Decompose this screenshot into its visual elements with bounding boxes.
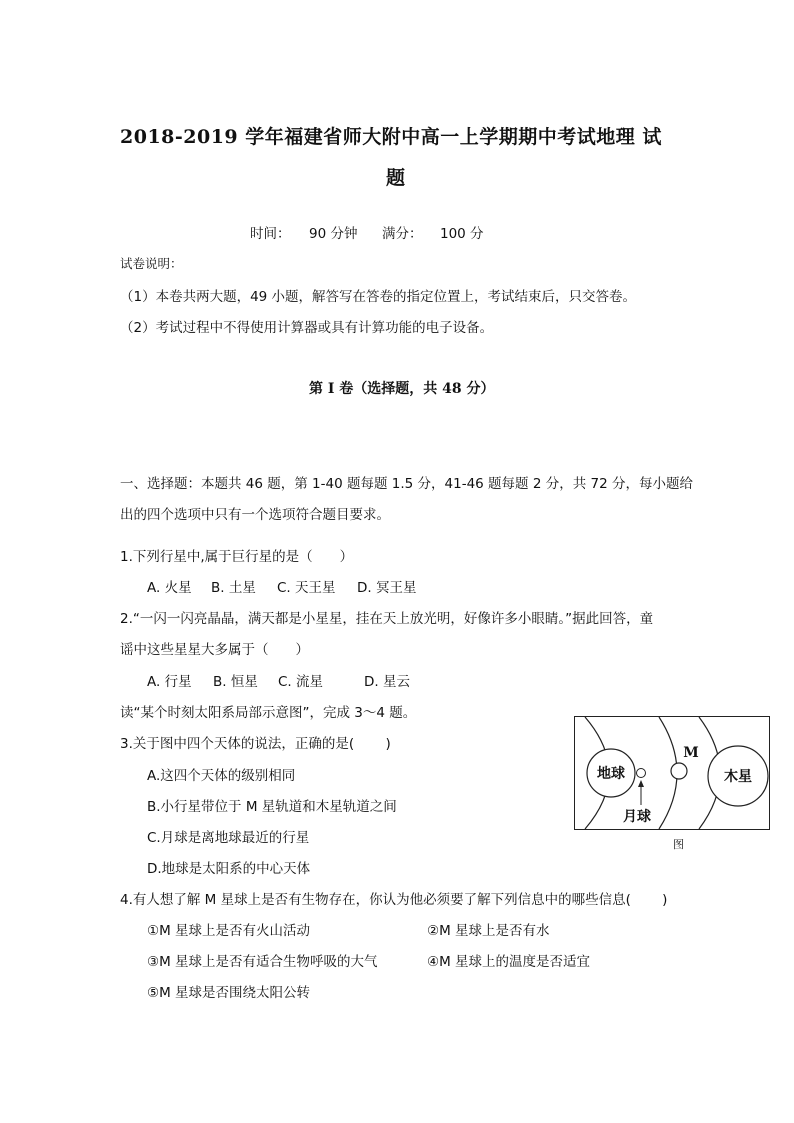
question-stem: 3.关于图中四个天体的说法，正确的是( ) xyxy=(120,736,391,752)
option-2: ②M 星球上是否有水 xyxy=(427,923,550,939)
moon-arrowhead xyxy=(638,780,644,787)
question-stem-continued: 谣中这些星星大多属于（ ） xyxy=(120,642,309,658)
solar-system-figure xyxy=(574,716,770,830)
option-d: D. 冥王星 xyxy=(357,580,417,596)
question-stem: 1.下列行星中,属于巨行星的是（ ） xyxy=(120,549,354,565)
option-c: C.月球是离地球最近的行星 xyxy=(147,830,310,846)
m-circle xyxy=(671,763,687,779)
option-c: C. 流星 xyxy=(278,674,324,690)
section-intro-continued: 出的四个选项中只有一个选项符合题目要求。 xyxy=(120,507,390,523)
option-d: D.地球是太阳系的中心天体 xyxy=(147,861,311,877)
section-title: 第 I 卷（选择题，共 48 分） xyxy=(309,381,495,397)
question-stem: 4.有人想了解 M 星球上是否有生物存在，你认为他必须要了解下列信息中的哪些信息( ) xyxy=(120,892,668,908)
moon-circle xyxy=(637,769,646,778)
option-b: B.小行星带位于 M 星轨道和木星轨道之间 xyxy=(147,799,397,815)
instruction-item: （2）考试过程中不得使用计算器或具有计算功能的电子设备。 xyxy=(120,320,494,336)
score-label: 满分： xyxy=(382,226,423,242)
score-value: 100 分 xyxy=(440,226,484,242)
figure-caption: 图 xyxy=(673,838,684,851)
time-label: 时间： xyxy=(250,226,291,242)
moon-label: 月球 xyxy=(623,809,651,825)
option-a: A. 火星 xyxy=(147,580,192,596)
option-a: A.这四个天体的级别相同 xyxy=(147,768,296,784)
page-title: 2018-2019 学年福建省师大附中高一上学期期中考试地理 试 xyxy=(120,126,662,148)
option-4: ④M 星球上的温度是否适宜 xyxy=(427,954,591,970)
option-d: D. 星云 xyxy=(364,674,410,690)
instructions-heading: 试卷说明： xyxy=(120,256,183,271)
earth-label: 地球 xyxy=(597,766,625,782)
section-intro: 一、选择题：本题共 46 题，第 1-40 题每题 1.5 分，41-46 题每题 2 分，共 72 分，每小题给 xyxy=(120,476,693,492)
question-stem: 2.“一闪一闪亮晶晶，满天都是小星星，挂在天上放光明，好像许多小眼睛。”据此回答，童 xyxy=(120,611,654,627)
option-5: ⑤M 星球是否围绕太阳公转 xyxy=(147,985,311,1001)
option-3: ③M 星球上是否有适合生物呼吸的大气 xyxy=(147,954,378,970)
option-c: C. 天王星 xyxy=(277,580,336,596)
option-a: A. 行星 xyxy=(147,674,192,690)
instruction-item: （1）本卷共两大题，49 小题，解答写在答卷的指定位置上，考试结束后，只交答卷。 xyxy=(120,289,637,305)
option-b: B. 土星 xyxy=(211,580,256,596)
time-value: 90 分钟 xyxy=(309,226,358,242)
reading-prompt: 读“某个时刻太阳系局部示意图”，完成 3～4 题。 xyxy=(120,705,417,721)
jupiter-label: 木星 xyxy=(724,769,752,785)
option-b: B. 恒星 xyxy=(213,674,258,690)
m-label: M xyxy=(683,745,699,761)
option-1: ①M 星球上是否有火山活动 xyxy=(147,923,311,939)
page-title-continued: 题 xyxy=(386,167,406,189)
